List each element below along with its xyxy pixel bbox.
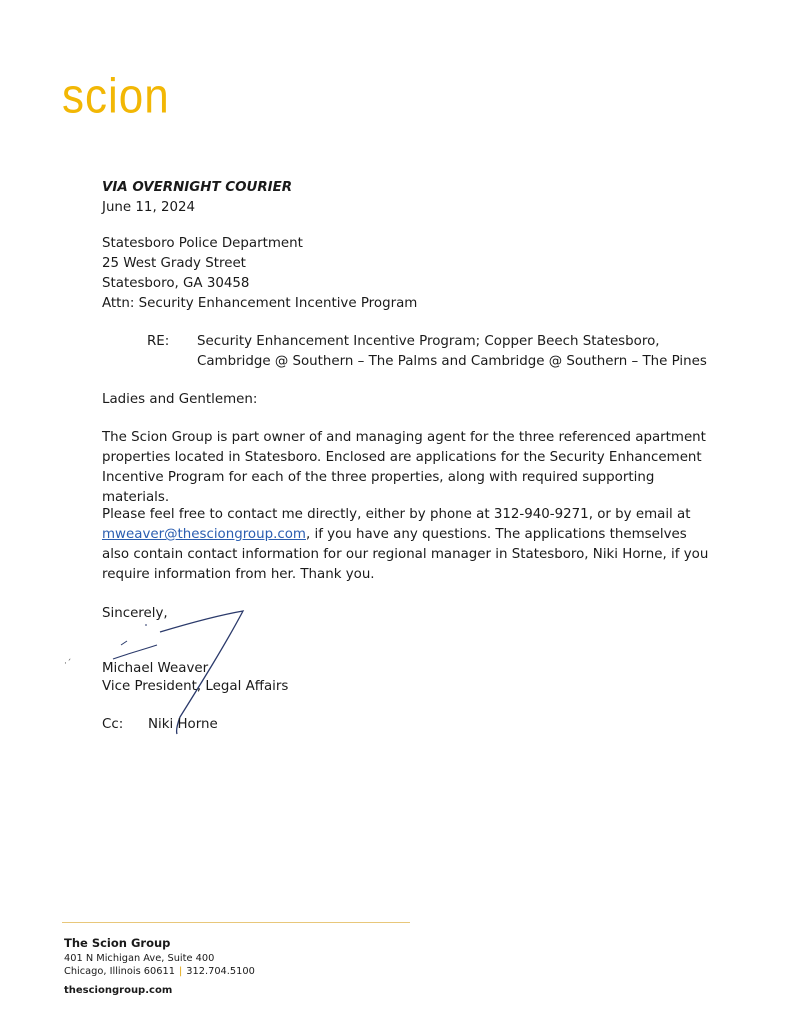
recipient-line: Statesboro Police Department xyxy=(102,236,303,251)
recipient-line: 25 West Grady Street xyxy=(102,256,246,271)
recipient-line: Statesboro, GA 30458 xyxy=(102,276,250,291)
paragraph-2-text-after: , if you have any questions. The applications themselves also contain contact information for our regional manager in Statesboro, Niki Horne, if you require information from her. Thank you. xyxy=(102,527,709,582)
footer-city-state: Chicago, Illinois 60611 xyxy=(64,966,175,977)
footer-city-phone xyxy=(64,966,255,977)
recipient-address xyxy=(102,234,417,314)
recipient-line: Attn: Security Enhancement Incentive Program xyxy=(102,296,418,311)
letter-date: June 11, 2024 xyxy=(102,200,196,215)
footer-address-line: 401 N Michigan Ave, Suite 400 xyxy=(64,953,215,964)
re-subject: Security Enhancement Incentive Program; Copper Beech Statesboro, Cambridge @ Southern – The Palms and Cambridge @ Southern – The Pines xyxy=(197,334,707,369)
signer-name: Michael Weaver xyxy=(102,661,209,676)
stray-mark: ·´ xyxy=(64,659,72,669)
body-paragraph-1: The Scion Group is part owner of and managing agent for the three referenced apartment properties located in Statesboro. Enclosed are applications for the Security Enhancement Incentive Program for each of the three properties, along with required supporting materials. xyxy=(102,430,706,505)
footer-website[interactable]: thesciongroup.com xyxy=(64,985,173,996)
cc-label: Cc: xyxy=(102,717,124,732)
paragraph-2-text-before: Please feel free to contact me directly, either by phone at 312-940-9271, or by email at xyxy=(102,507,691,522)
closing: Sincerely, xyxy=(102,606,168,621)
footer-divider xyxy=(62,922,410,923)
footer-phone: 312.704.5100 xyxy=(186,966,255,977)
delivery-method: VIA OVERNIGHT COURIER xyxy=(102,180,293,195)
email-link[interactable]: mweaver@thesciongroup.com xyxy=(102,527,306,542)
scion-logo: scion xyxy=(62,68,170,124)
body-paragraph-2 xyxy=(102,505,712,585)
salutation: Ladies and Gentlemen: xyxy=(102,392,258,407)
footer-company-name: The Scion Group xyxy=(64,936,171,950)
cc-name: Niki Horne xyxy=(148,717,218,732)
footer-separator: | xyxy=(178,966,183,977)
signer-title: Vice President, Legal Affairs xyxy=(102,679,289,694)
re-label: RE: xyxy=(147,334,170,349)
